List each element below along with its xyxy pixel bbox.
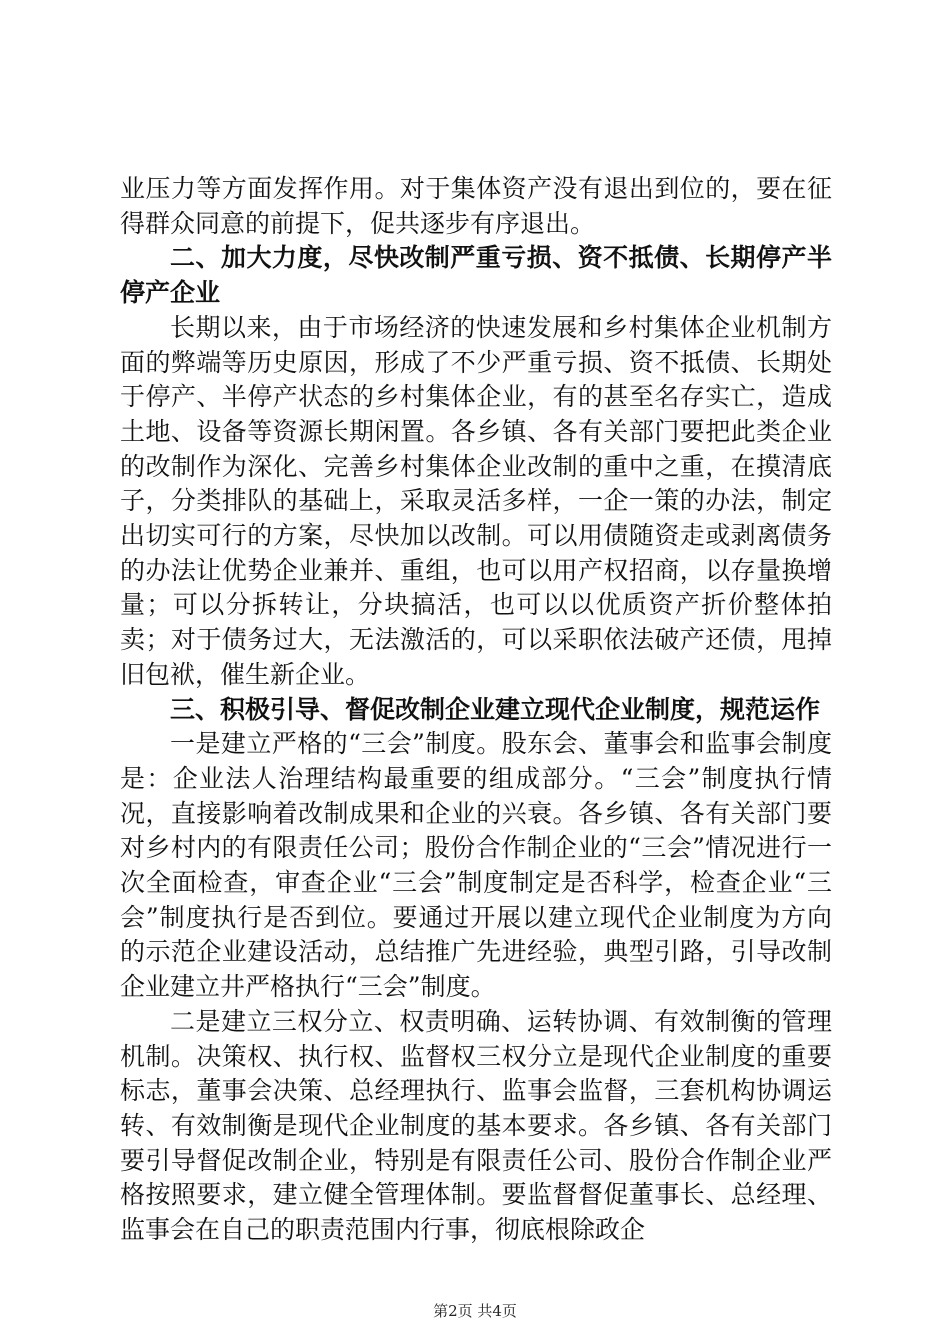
paragraph-section-two: 长期以来，由于市场经济的快速发展和乡村集体企业机制方面的弊端等历史原因，形成了不少严重亏损、资不抵债、长期处于停产、半停产状态的乡村集体企业，有的甚至名存实亡，造成土地、设备等资源长期闲置。各乡镇、各有关部门要把此类企业的改制作为深化、完善乡村集体企业改制的重中之重，在摸清底子，分类排队的基础上，采取灵活多样，一企一策的办法，制定出切实可行的方案，尽快加以改制。可以用债随资走或剥离债务的办法让优势企业兼并、重组，也可以用产权招商，以存量换增量；可以分拆转让，分块搞活，也可以以优质资产折价整体拍卖；对于债务过大，无法激活的，可以采职依法破产还债，甩掉旧包袱，催生新企业。 — [120, 312, 832, 689]
paragraph-continued: 业压力等方面发挥作用。对于集体资产没有退出到位的，要在征得群众同意的前提下，促共逐步有序退出。 — [120, 174, 832, 238]
section-heading-three: 三、积极引导、督促改制企业建立现代企业制度，规范运作 — [170, 694, 821, 724]
paragraph-three-meetings: 一是建立严格的“三会”制度。股东会、董事会和监事会制度是：企业法人治理结构最重要的组成部分。“三会”制度执行情况，直接影响着改制成果和企业的兴衰。各乡镇、各有关部门要对乡村内的有限责任公司；股份合作制企业的“三会”情况进行一次全面检查，审查企业“三会”制度制定是否科学，检查企业“三会”制度执行是否到位。要通过开展以建立现代企业制度为方向的示范企业建设活动，总结推广先进经验，典型引路，引导改制企业建立井严格执行“三会”制度。 — [120, 729, 832, 1002]
page-number-footer: 第2页 共4页 — [433, 1302, 517, 1320]
document-body — [120, 172, 832, 1248]
section-heading-two: 二、加大力度，尽快改制严重亏损、资不抵债、长期停产半停产企业 — [120, 243, 832, 308]
paragraph-separation-of-powers: 二是建立三权分立、权责明确、运转协调、有效制衡的管理机制。决策权、执行权、监督权三权分立是现代企业制度的重要标志，董事会决策、总经理执行、监事会监督，三套机构协调运转、有效制衡是现代企业制度的基本要求。各乡镇、各有关部门要引导督促改制企业，特别是有限责任公司、股份合作制企业严格按照要求，建立健全管理体制。要监督督促董事长、总经理、监事会在自己的职责范围内行事，彻底根除政企 — [120, 1006, 832, 1245]
